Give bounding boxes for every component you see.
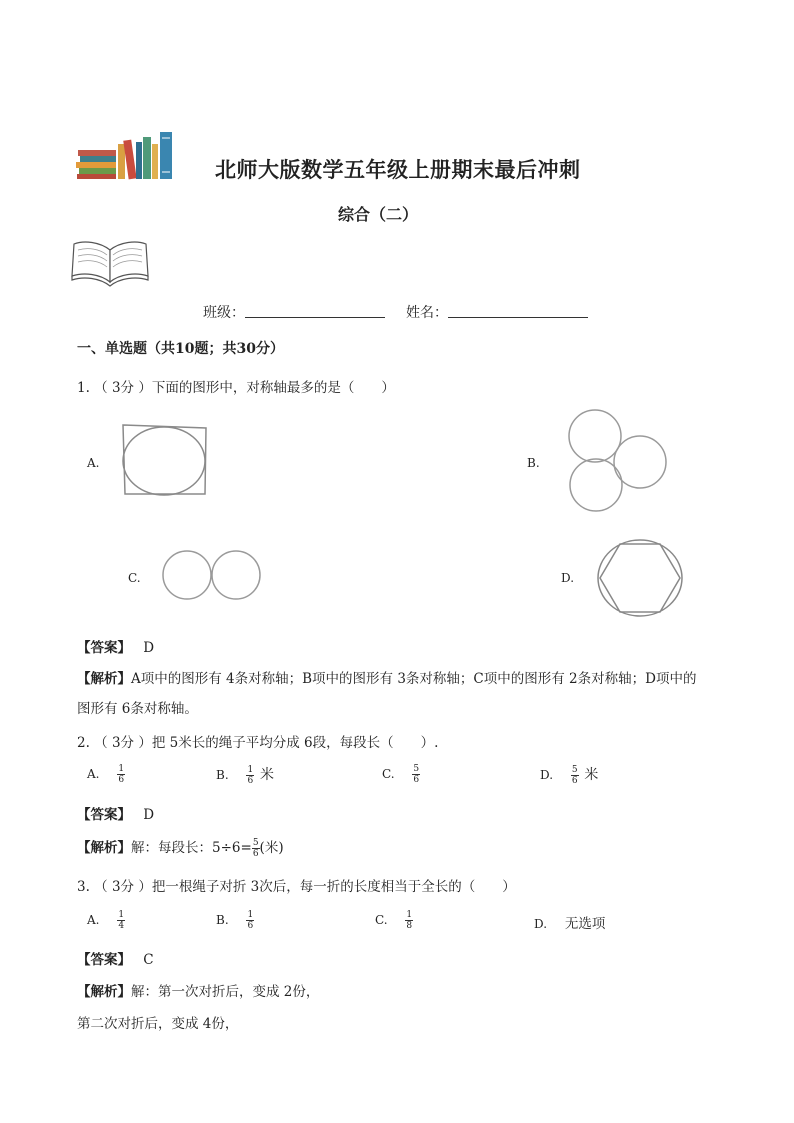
explanation-text: 解：第一次对折后，变成 2份， — [131, 984, 320, 1000]
option-letter: D. — [540, 768, 554, 782]
class-label: 班级： — [203, 305, 245, 321]
explanation-label: 【解析】 — [77, 840, 131, 856]
answer-label: 【答案】 — [77, 952, 131, 968]
open-book-icon — [70, 236, 152, 294]
q1-option-b-label[interactable]: B. — [527, 456, 540, 470]
q1-option-d-label[interactable]: D. — [561, 571, 575, 585]
q2-option-c[interactable] — [382, 764, 422, 785]
q2-option-d[interactable] — [540, 764, 598, 786]
option-unit: 米 — [260, 767, 275, 783]
option-fraction: $\frac{1}{4}$ — [118, 910, 125, 931]
option-fraction: $\frac{1}{6}$ — [247, 765, 254, 786]
books-illustration-icon — [76, 132, 176, 182]
explanation-label: 【解析】 — [77, 984, 131, 1000]
question-1-stem: 1. （ 3分 ）下面的图形中，对称轴最多的是（ ） — [77, 380, 395, 396]
q3-option-b[interactable] — [216, 910, 256, 931]
page-title: 北师大版数学五年级上册期末最后冲刺 — [215, 157, 581, 182]
question-2-stem: 2. （ 3分 ）把 5米长的绳子平均分成 6段，每段长（ ）. — [77, 735, 439, 751]
question-2-explanation — [77, 836, 284, 859]
question-3-stem: 3. （ 3分 ）把一根绳子对折 3次后，每一折的长度相当于全长的（ ） — [77, 879, 516, 895]
answer-label: 【答案】 — [77, 807, 131, 823]
q1-option-c-figure — [160, 550, 264, 600]
explanation-text: 解：每段长：5÷6= — [131, 840, 252, 856]
option-fraction: $\frac{5}{6}$ — [413, 764, 420, 785]
q1-option-b-figure — [560, 408, 672, 512]
question-1-explanation-line-2: 图形有 6条对称轴。 — [77, 701, 198, 717]
question-1-answer — [77, 636, 154, 656]
q1-option-c-label[interactable]: C. — [128, 571, 141, 585]
q2-option-b[interactable] — [216, 764, 274, 786]
name-label: 姓名： — [406, 305, 448, 321]
option-text: 无选项 — [564, 916, 606, 932]
q3-option-a[interactable] — [87, 910, 127, 931]
option-letter: B. — [216, 768, 229, 782]
q3-option-c[interactable] — [375, 910, 415, 931]
option-unit: 米 — [584, 767, 599, 783]
explanation-text: A项中的图形有 4条对称轴；B项中的图形有 3条对称轴；C项中的图形有 2条对称轴；D项中的 — [131, 671, 697, 687]
question-3-explanation-line-1 — [77, 980, 319, 1000]
explanation-suffix: (米) — [259, 840, 284, 856]
q1-option-a-figure — [120, 424, 210, 496]
question-2-answer — [77, 803, 154, 823]
explanation-label: 【解析】 — [77, 671, 131, 687]
option-letter: A. — [87, 767, 100, 781]
class-field[interactable] — [245, 316, 385, 318]
answer-value: D — [143, 640, 155, 656]
question-3-explanation-line-2: 第二次对折后，变成 4份， — [77, 1016, 239, 1032]
option-letter: B. — [216, 913, 229, 927]
q1-option-a-label[interactable]: A. — [87, 456, 100, 470]
question-1-explanation-line-1 — [77, 667, 696, 687]
option-letter: C. — [375, 913, 388, 927]
option-fraction: $\frac{1}{6}$ — [247, 910, 254, 931]
answer-value: C — [143, 952, 154, 968]
explanation-fraction: $\frac{5}{6}$ — [252, 838, 259, 859]
answer-label: 【答案】 — [77, 640, 131, 656]
section-heading: 一、单选题（共10题；共30分） — [77, 341, 284, 357]
name-field[interactable] — [448, 316, 588, 318]
question-3-answer — [77, 948, 154, 968]
option-letter: D. — [534, 917, 548, 931]
q2-option-a[interactable] — [87, 764, 127, 785]
option-letter: C. — [382, 767, 395, 781]
page-subtitle: 综合（二） — [338, 205, 419, 224]
q1-option-d-figure — [596, 538, 684, 618]
option-letter: A. — [87, 913, 100, 927]
option-fraction: $\frac{5}{6}$ — [571, 765, 578, 786]
answer-value: D — [143, 807, 155, 823]
option-fraction: $\frac{1}{6}$ — [118, 764, 125, 785]
option-fraction: $\frac{1}{8}$ — [406, 910, 413, 931]
q3-option-d[interactable] — [534, 912, 605, 932]
